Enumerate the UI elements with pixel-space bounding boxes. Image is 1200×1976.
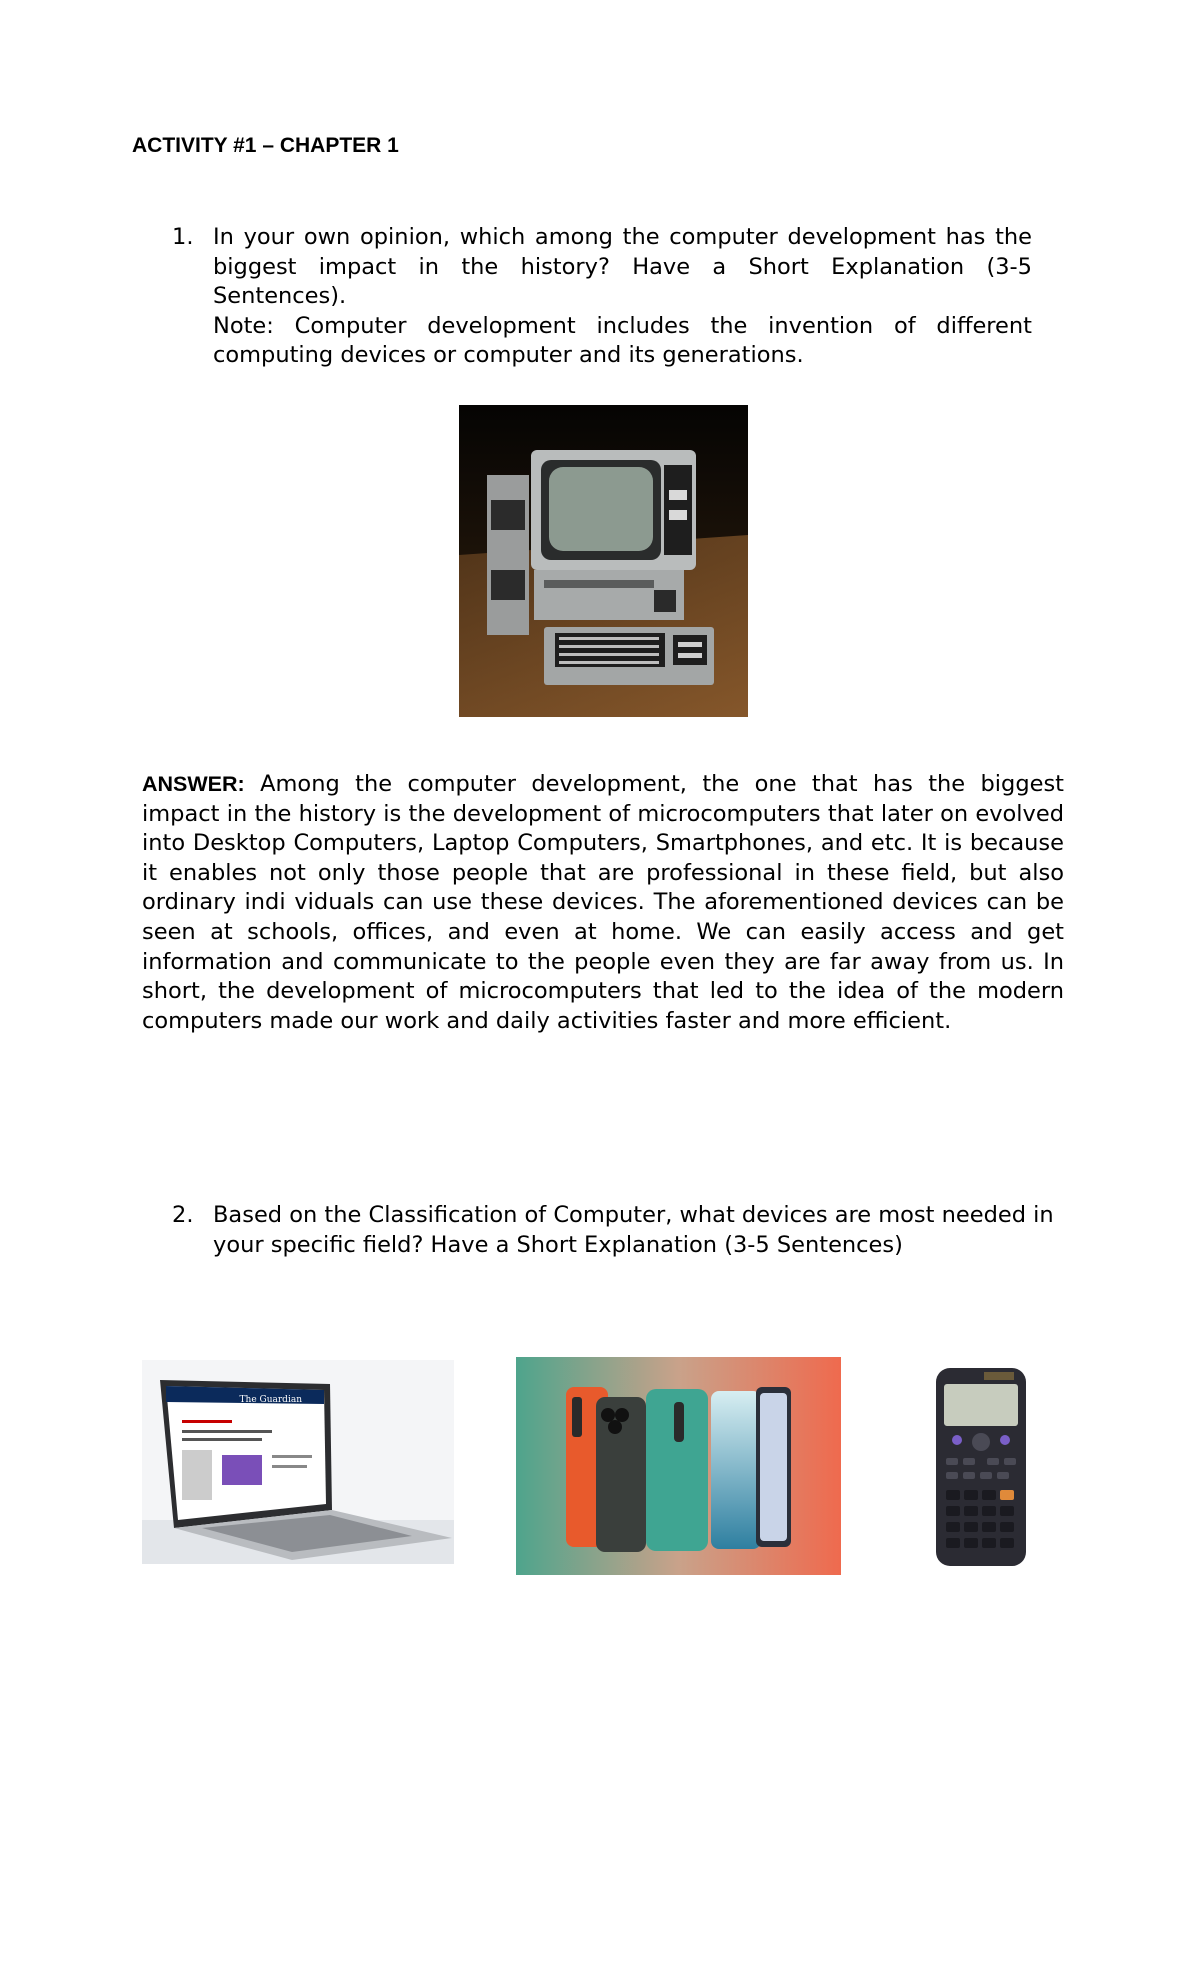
laptop-screen-title: The Guardian	[239, 1395, 302, 1405]
activity-heading: ACTIVITY #1 – CHAPTER 1	[132, 134, 399, 157]
question-1-text: In your own opinion, which among the computer development has the biggest impact in the history? Have a Short Explanation (3-5 Sentences).	[213, 224, 1032, 310]
question-1-body	[213, 223, 1032, 371]
microcomputer-photo	[459, 405, 748, 717]
question-1-number: 1.	[172, 224, 194, 250]
question-2	[172, 1201, 1072, 1260]
question-2-number: 2.	[172, 1202, 194, 1228]
laptop-photo	[142, 1360, 454, 1564]
question-1-note: Note: Computer development includes the invention of different computing devices or computer and its generations.	[213, 312, 1032, 369]
question-2-body	[213, 1201, 1072, 1260]
question-1	[172, 223, 1032, 371]
question-2-text: Based on the Classification of Computer, what devices are most needed in your specific field? Have a Short Explanation (3-5 Sentences)	[213, 1202, 1054, 1258]
smartphones-photo	[516, 1357, 841, 1575]
answer-text: Among the computer development, the one that has the biggest impact in the history is the development of microcomputers that later on evolved into Desktop Computers, Laptop Computers, Smartphones, and etc. It is because it enables not only those people that are professional in these field, but also ordinary indi viduals can use these devices. The aforementioned devices can be seen at schools, offices, and even at home. We can easily access and get information and communicate to the people even they are far away from us. In short, the development of microcomputers that led to the idea of the modern computers made our work and daily activities faster and more efficient.	[142, 771, 1065, 1034]
answer-label: ANSWER:	[142, 772, 245, 796]
answer-paragraph	[142, 770, 1064, 1036]
scientific-calculator-photo	[932, 1366, 1030, 1568]
